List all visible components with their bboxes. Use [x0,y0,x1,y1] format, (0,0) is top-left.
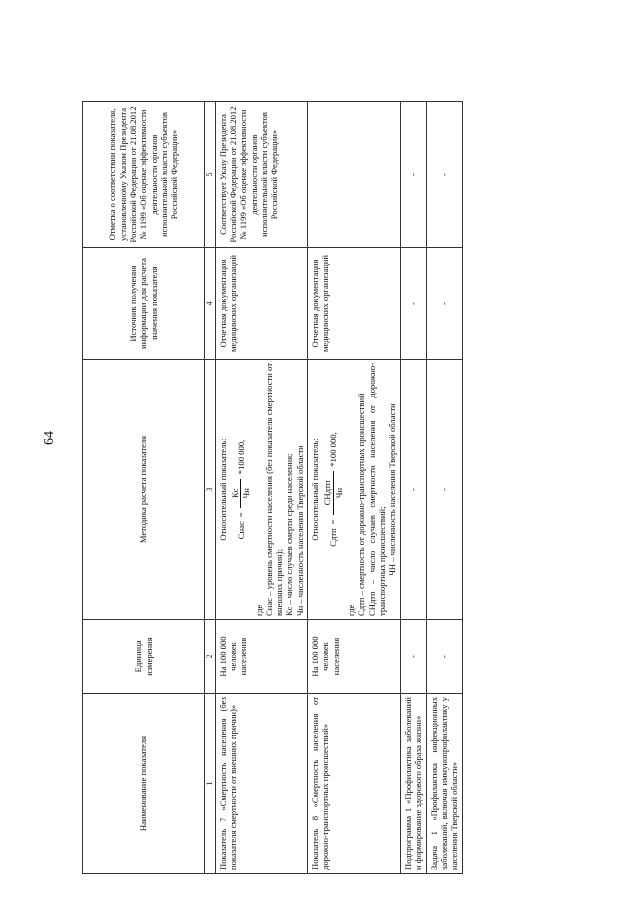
indicator-source: Отчетная документация медицинских организаций [308,248,401,360]
formula-multiplier: *100 000, [328,432,339,467]
indicator-method [308,360,401,620]
empty-cell: - [401,248,427,360]
header-unit: Единица измерения [83,620,205,694]
formula-eq: = [235,512,246,518]
formula-multiplier: *100 000, [235,439,246,475]
indicator-note [308,102,401,248]
formula-denominator: Чн [333,487,344,499]
column-number-row [205,102,216,874]
formula-numerator: Кс [230,479,241,508]
page-number: 64 [42,431,57,445]
method-line: ЧН – численность населения Тверской области [387,403,398,576]
method-title: Относительный показатель: [310,438,321,541]
indicator-note: Соответствует Указу Президента Российской Федерации от 21.08.2012 № 1199 «Об оценке эффективности деятельности органов исполнительной власти субъектов Российской Федерации» [215,102,308,248]
formula-lhs: Снас [235,521,246,540]
method-line: СНдтп – число случаев смертности населения от дорожно-транспортных происшествий; [366,363,387,616]
table-row [401,102,427,874]
formula [322,363,344,616]
empty-cell: - [426,102,462,248]
table-row [215,102,308,874]
col-number: 1 [205,694,216,874]
header-name: Наименование показателя [83,694,205,874]
header-method: Методика расчета показателя [83,360,205,620]
formula [230,363,252,616]
col-number: 3 [205,360,216,620]
method-line: Чн – численность населения Тверской области [294,445,305,616]
table-header-row [83,102,205,874]
empty-cell: - [401,360,427,620]
subprogram-name: Подпрограмма 1 «Профилактика заболеваний и формирование здорового образа жизни» [401,694,427,874]
indicators-table [82,101,463,874]
formula-fraction [230,478,252,508]
col-number: 4 [205,248,216,360]
empty-cell: - [426,248,462,360]
col-number: 2 [205,620,216,694]
indicator-unit: На 100 000 человек населения [215,620,308,694]
header-source: Источник получения информации для расчета значения показателя [83,248,205,360]
rotated-table-page [82,102,610,874]
table-row [426,102,462,874]
empty-cell: - [401,620,427,694]
table-row [308,102,401,874]
method-title: Относительный показатель: [217,438,228,541]
method-where: где [346,604,357,616]
formula-eq: = [328,519,339,525]
indicator-source: Отчетная документация медицинских организаций [215,248,308,360]
method-line: Кс – число случаев смерти среди населения; [284,453,295,616]
col-number: 5 [205,102,216,248]
empty-cell: - [401,102,427,248]
indicator-name: Показатель 8 «Смертность населения от дорожно-транспортных происшествий» [308,694,401,874]
method-line: Сдтп – смертность от дорожно-транспортных происшествий [356,393,367,616]
indicator-unit: На 100 000 человек населения [308,620,401,694]
header-note: Отметка о соответствии показателя, установленному Указом Президента Российской Федерации от 21.08.2012 № 1199 «Об оценке эффективности деятельности органов исполнительной власти субъектов Российской Федерации» [83,102,205,248]
method-where: где [253,604,264,616]
formula-numerator: СНдтп [322,471,333,516]
method-line: Снас – уровень смертности населения (без показателя смертности от внешних причин); [263,363,285,616]
empty-cell: - [426,620,462,694]
indicator-name: Показатель 7 «Смертность населения (без показателя смертности от внешних причин)» [215,694,308,874]
task-name: Задача 1 «Профилактика инфекционных заболеваний, включая иммунопрофилактику у населения Тверской области» [426,694,462,874]
indicator-method [215,360,308,620]
empty-cell: - [426,360,462,620]
formula-lhs: Сдтп [328,528,339,547]
formula-denominator: Чн [241,488,252,499]
formula-fraction [322,471,344,516]
